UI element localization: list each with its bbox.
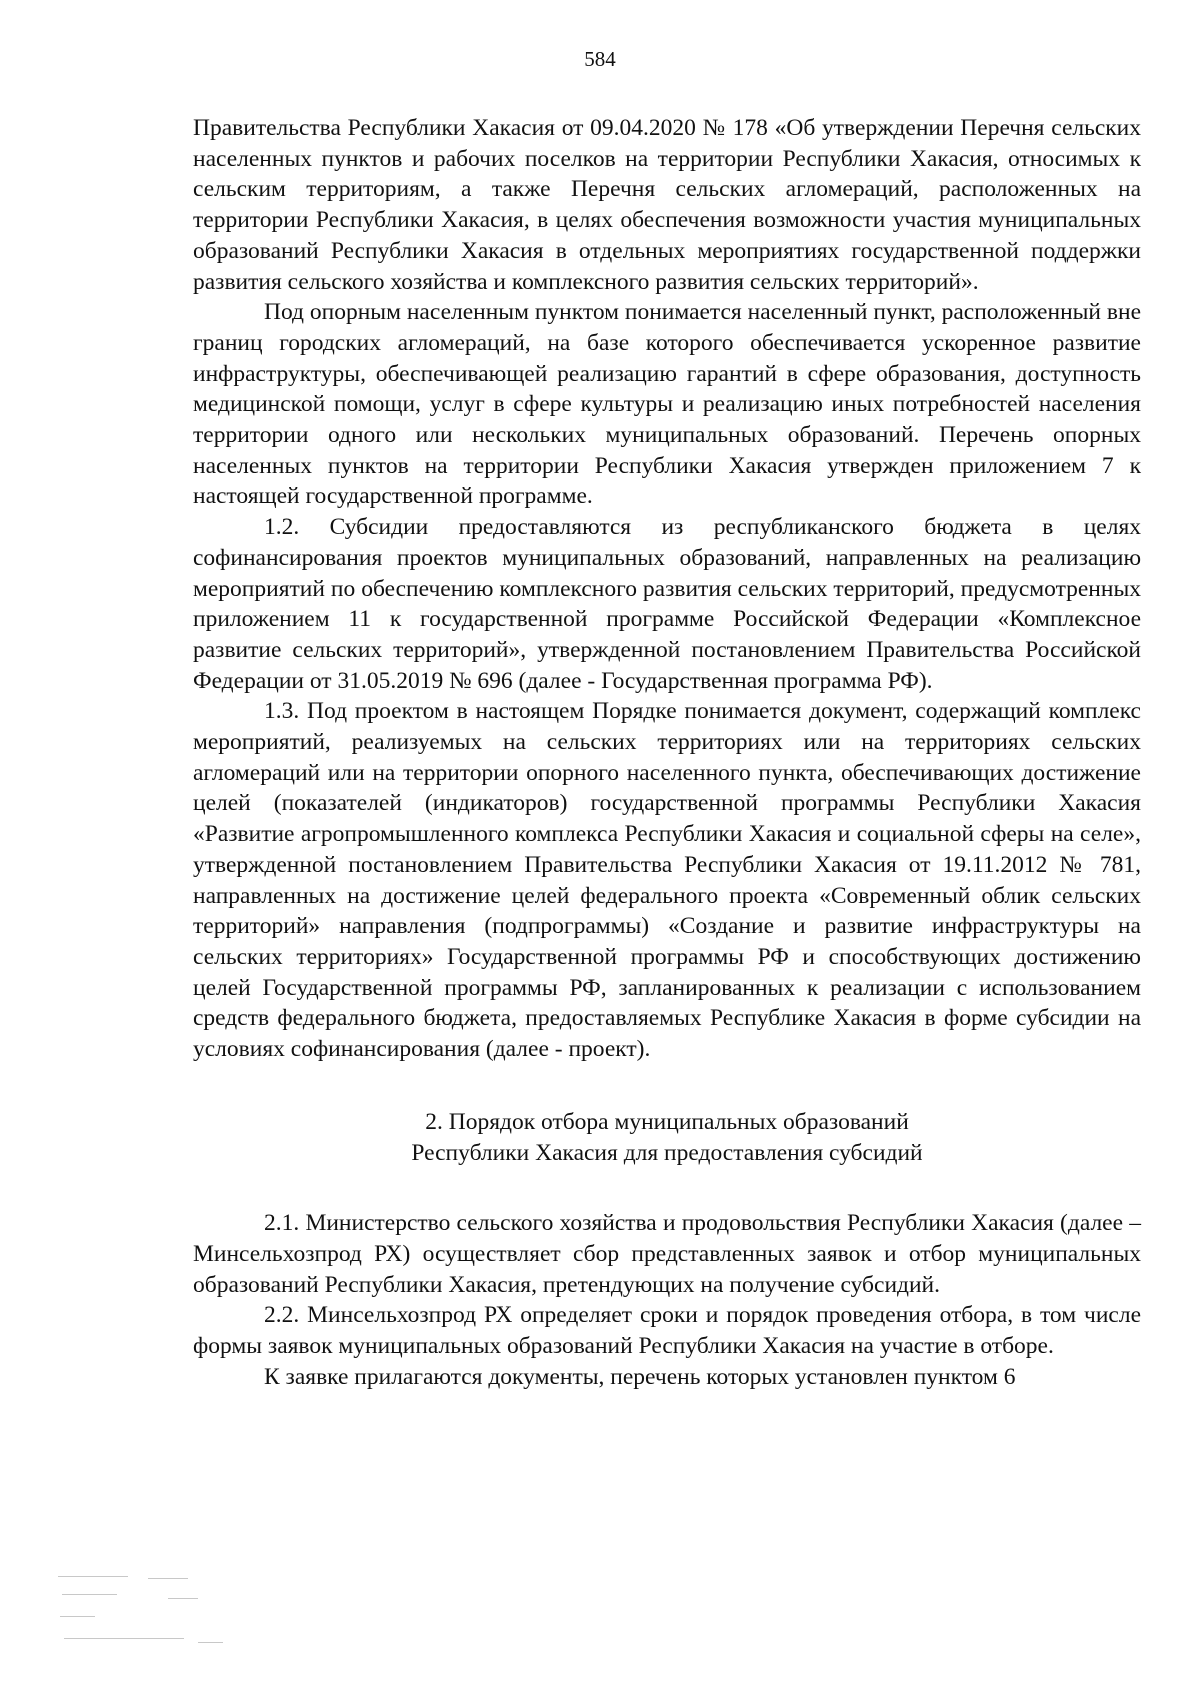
paragraph-attachment: К заявке прилагаются документы, перечень которых установлен пунктом 6 — [264, 1363, 1016, 1390]
scan-artifact — [58, 1568, 278, 1663]
paragraph-1-3: 1.3. Под проектом в настоящем Порядке понимается документ, содержащий комплекс мероприятий, реализуемых на сельских территориях или на территориях сельских агломераций или на территории опорного населенного пункта, обеспечивающих достижение целей (показателей (индикаторов) государственной программы Республики Хакасия «Развитие агропромышленного комплекса Республики Хакасия и социальной сферы на селе», утвержденной постановлением Правительства Республики Хакасия от 19.11.2012 № 781, направленных на достижение целей федерального проекта «Современный облик сельских территорий» направления (подпрограммы) «Создание и развитие инфраструктуры на сельских территориях» Государственной программы РФ и способствующих достижению целей Государственной программы РФ, запланированных к реализации с использованием средств федерального бюджета, предоставляемых Республике Хакасия в форме субсидии на условиях софинансирования (далее - проект). — [193, 698, 1141, 1063]
section-heading-line-1: 2. Порядок отбора муниципальных образований — [425, 1108, 909, 1135]
paragraph-support-settlement: Под опорным населенным пунктом понимается населенный пункт, расположенный вне границ городских агломераций, на базе которого обеспечивается ускоренное развитие инфраструктуры, обеспечивающей реализацию гарантий в сфере образования, доступность медицинской помощи, услуг в сфере культуры и реализацию иных потребностей населения территории одного или нескольких муниципальных образований. Перечень опорных населенных пунктов на территории Республики Хакасия утвержден приложением 7 к настоящей государственной программе. — [193, 299, 1141, 510]
document-body — [193, 113, 1141, 1392]
paragraph-1-2: 1.2. Субсидии предоставляются из республиканского бюджета в целях софинансирования проектов муниципальных образований, направленных на реализацию мероприятий по обеспечению комплексного развития сельских территорий, предусмотренных приложением 11 к государственной программе Российской Федерации «Комплексное развитие сельских территорий», утвержденной постановлением Правительства Российской Федерации от 31.05.2019 № 696 (далее - Государственная программа РФ). — [193, 514, 1141, 694]
section-heading-line-2: Республики Хакасия для предоставления субсидий — [411, 1139, 923, 1166]
section-heading — [193, 1107, 1141, 1168]
page-number: 584 — [584, 47, 616, 71]
paragraph-2-1: 2.1. Министерство сельского хозяйства и продовольствия Республики Хакасия (далее – Минсельхозпрод РХ) осуществляет сбор представленных заявок и отбор муниципальных образований Республики Хакасия, претендующих на получение субсидий. — [193, 1210, 1141, 1298]
paragraph-continuation: Правительства Республики Хакасия от 09.04.2020 № 178 «Об утверждении Перечня сельских населенных пунктов и рабочих поселков на территории Республики Хакасия, относимых к сельским территориям, а также Перечня сельских агломераций, расположенных на территории Республики Хакасия, в целях обеспечения возможности участия муниципальных образований Республики Хакасия в отдельных мероприятиях государственной поддержки развития сельского хозяйства и комплексного развития сельских территорий». — [193, 115, 1141, 295]
paragraph-2-2: 2.2. Минсельхозпрод РХ определяет сроки и порядок проведения отбора, в том числе формы заявок муниципальных образований Республики Хакасия на участие в отборе. — [193, 1302, 1141, 1360]
